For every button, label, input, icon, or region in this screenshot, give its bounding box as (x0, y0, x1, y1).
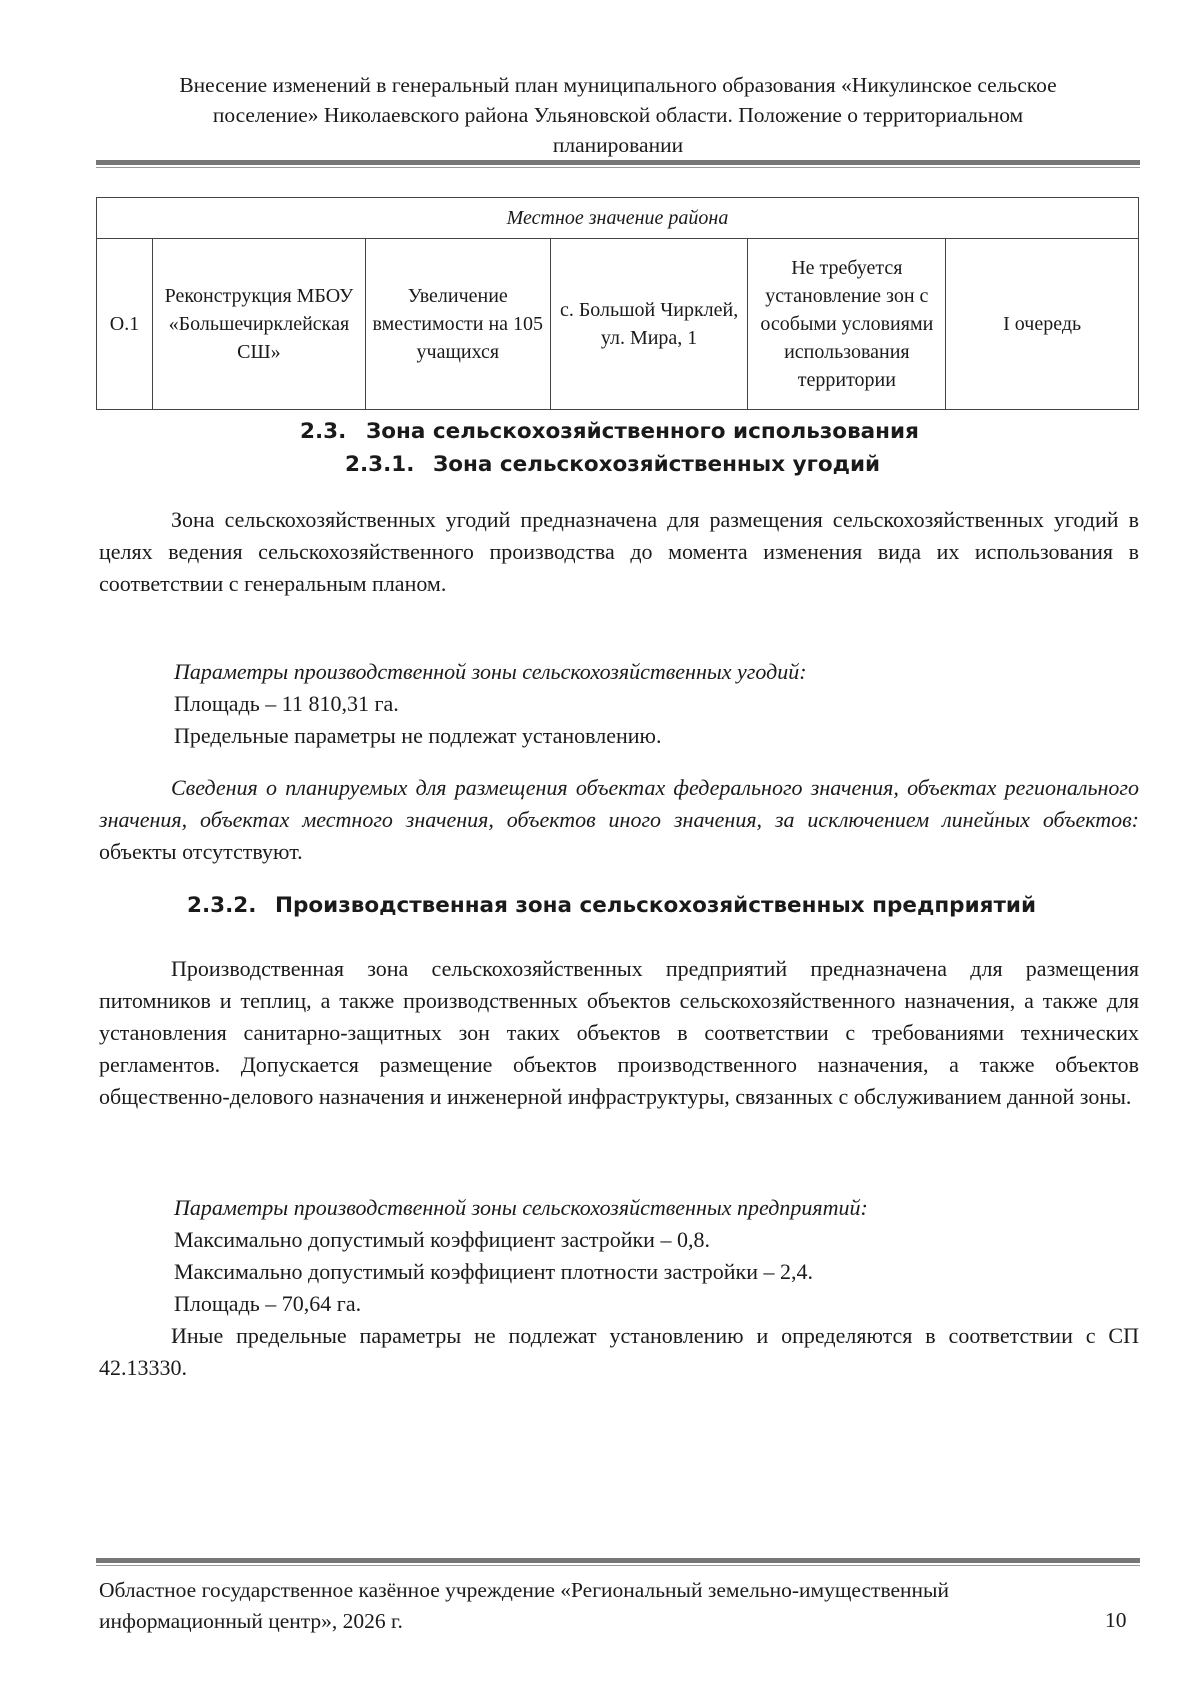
object-stage: I очередь (946, 239, 1139, 410)
section-2-3-heading (300, 419, 919, 444)
object-name: Реконструкция МБОУ «Большечирклейская СШ» (152, 239, 365, 410)
footer-divider (96, 1558, 1140, 1563)
footer-line-1: Областное государственное казённое учреждение «Региональный земельно-имущественный (99, 1578, 949, 1602)
planned-objects-table (96, 197, 1139, 410)
object-code: О.1 (97, 239, 153, 410)
section-title: Производственная зона сельскохозяйственных предприятий (275, 893, 1037, 918)
section-2-3-2-heading (187, 893, 1036, 918)
page-number: 10 (1105, 1608, 1127, 1632)
section-number: 2.3. (300, 419, 347, 444)
param-coef-density: Максимально допустимый коэффициент плотности застройки – 2,4. (174, 1259, 814, 1284)
param-other: Иные предельные параметры не подлежат установлению и определяются в соответствии с СП 42.13330. (99, 1323, 1139, 1380)
object-purpose: Увеличение вместимости на 105 учащихся (365, 239, 550, 410)
header-line-2: поселение» Николаевского района Ульяновской области. Положение о территориальном (212, 103, 1024, 127)
section-number: 2.3.2. (187, 893, 257, 918)
header-divider-thin (96, 167, 1140, 168)
header-divider (96, 160, 1140, 165)
table-row (97, 239, 1139, 410)
document-footer (99, 1575, 1099, 1637)
params-title: Параметры производственной зоны сельскохозяйственных угодий: (174, 659, 807, 684)
planned-objects-label: Сведения о планируемых для размещения объектах федерального значения, объектах регионального значения, объектах местного значения, объектов иного значения, за исключением линейных объектов: (99, 775, 1139, 832)
object-zones: Не требуется установление зон с особыми условиями использования территории (748, 239, 946, 410)
param-area: Площадь – 70,64 га. (174, 1291, 362, 1316)
section-title: Зона сельскохозяйственного использования (366, 419, 919, 444)
param-coef-built: Максимально допустимый коэффициент застройки – 0,8. (174, 1227, 710, 1252)
section-2-3-1-heading (345, 452, 880, 477)
planned-objects-note (99, 772, 1139, 868)
footer-line-2: информационный центр», 2026 г. (99, 1609, 403, 1633)
section-number: 2.3.1. (345, 452, 415, 477)
param-area: Площадь – 11 810,31 га. (174, 691, 399, 716)
table-caption: Местное значение района (97, 198, 1139, 239)
section-title: Зона сельскохозяйственных угодий (433, 452, 881, 477)
param-limits: Предельные параметры не подлежат установлению. (174, 723, 662, 748)
section-2-3-1-intro: Зона сельскохозяйственных угодий предназначена для размещения сельскохозяйственных угодий в целях ведения сельскохозяйственного производства до момента изменения вида их использования в соответствии с генеральным планом. (99, 507, 1139, 596)
object-location: с. Большой Чирклей, ул. Мира, 1 (550, 239, 748, 410)
section-2-3-2-intro: Производственная зона сельскохозяйственных предприятий предназначена для размещения питомников и теплиц, а также производственных объектов сельскохозяйственного назначения, а также для установления санитарно-защитных зон таких объектов в соответствии с требованиями технических регламентов. Допускается размещение объектов производственного назначения, а также объектов общественно-делового назначения и инженерной инфраструктуры, связанных с обслуживанием данной зоны. (99, 956, 1139, 1109)
document-header (98, 70, 1138, 160)
params-title: Параметры производственной зоны сельскохозяйственных предприятий: (174, 1195, 868, 1220)
footer-divider-thin (96, 1565, 1140, 1566)
planned-objects-value: объекты отсутствуют. (99, 839, 303, 864)
header-line-3: планировании (552, 133, 684, 157)
header-line-1: Внесение изменений в генеральный план муниципального образования «Никулинское сельское (179, 73, 1057, 97)
